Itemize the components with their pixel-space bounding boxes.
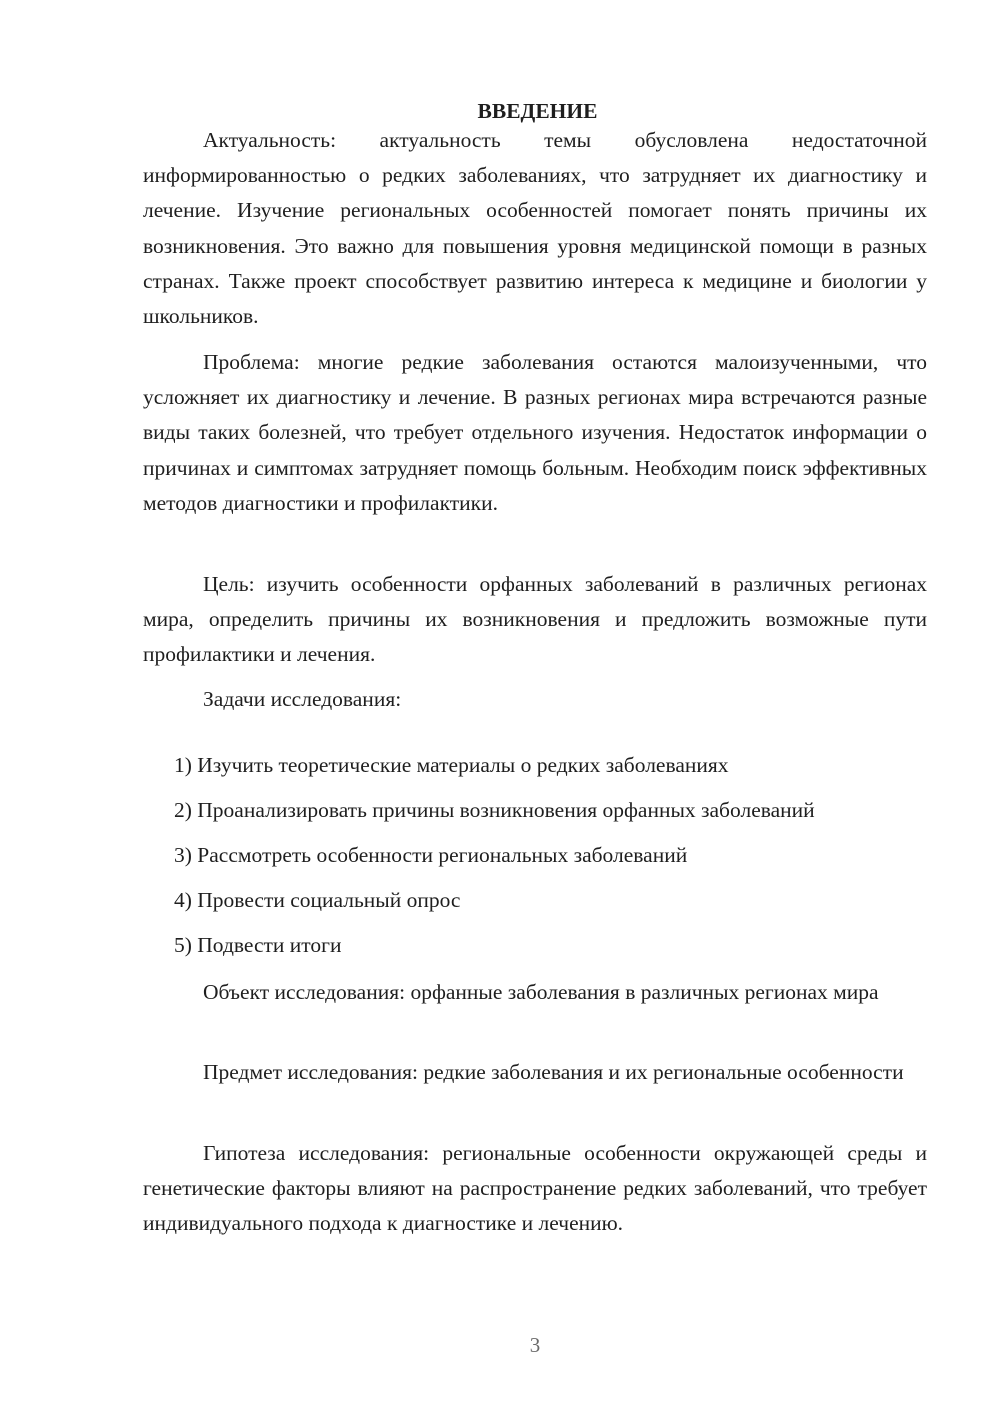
page-number: 3 xyxy=(529,1333,541,1357)
subject-paragraph: Предмет исследования: редкие заболевания и их региональные особенности xyxy=(203,1060,904,1084)
goal-paragraph: Цель: изучить особенности орфанных заболеваний в различных регионах мира, определить причины их возникновения и предложить возможные пути профилактики и лечения. xyxy=(143,572,927,667)
tasks-heading: Задачи исследования: xyxy=(203,687,402,711)
relevance-paragraph: Актуальность: актуальность темы обусловлена недостаточной информированностью о редких заболеваниях, что затрудняет их диагностику и лечение. Изучение региональных особенностей помогает понять причины их возникновения. Это важно для повышения уровня медицинской помощи в разных странах. Также проект способствует развитию интереса к медицине и биологии у школьников. xyxy=(143,128,927,329)
task-item: 4) Провести социальный опрос xyxy=(174,888,461,912)
task-item: 2) Проанализировать причины возникновения орфанных заболеваний xyxy=(174,798,815,822)
object-paragraph: Объект исследования: орфанные заболевания в различных регионах мира xyxy=(203,980,879,1004)
hypothesis-paragraph: Гипотеза исследования: региональные особенности окружающей среды и генетические факторы влияют на распространение редких заболеваний, что требует индивидуального подхода к диагностике и лечению. xyxy=(143,1141,927,1236)
task-item: 1) Изучить теоретические материалы о редких заболеваниях xyxy=(174,753,729,777)
task-item: 3) Рассмотреть особенности региональных заболеваний xyxy=(174,843,688,867)
task-item: 5) Подвести итоги xyxy=(174,933,342,957)
page-title: ВВЕДЕНИЕ xyxy=(477,99,598,123)
problem-paragraph: Проблема: многие редкие заболевания остаются малоизученными, что усложняет их диагностику и лечение. В разных регионах мира встречаются разные виды таких болезней, что требует отдельного изучения. Недостаток информации о причинах и симптомах затрудняет помощь больным. Необходим поиск эффективных методов диагностики и профилактики. xyxy=(143,350,927,515)
